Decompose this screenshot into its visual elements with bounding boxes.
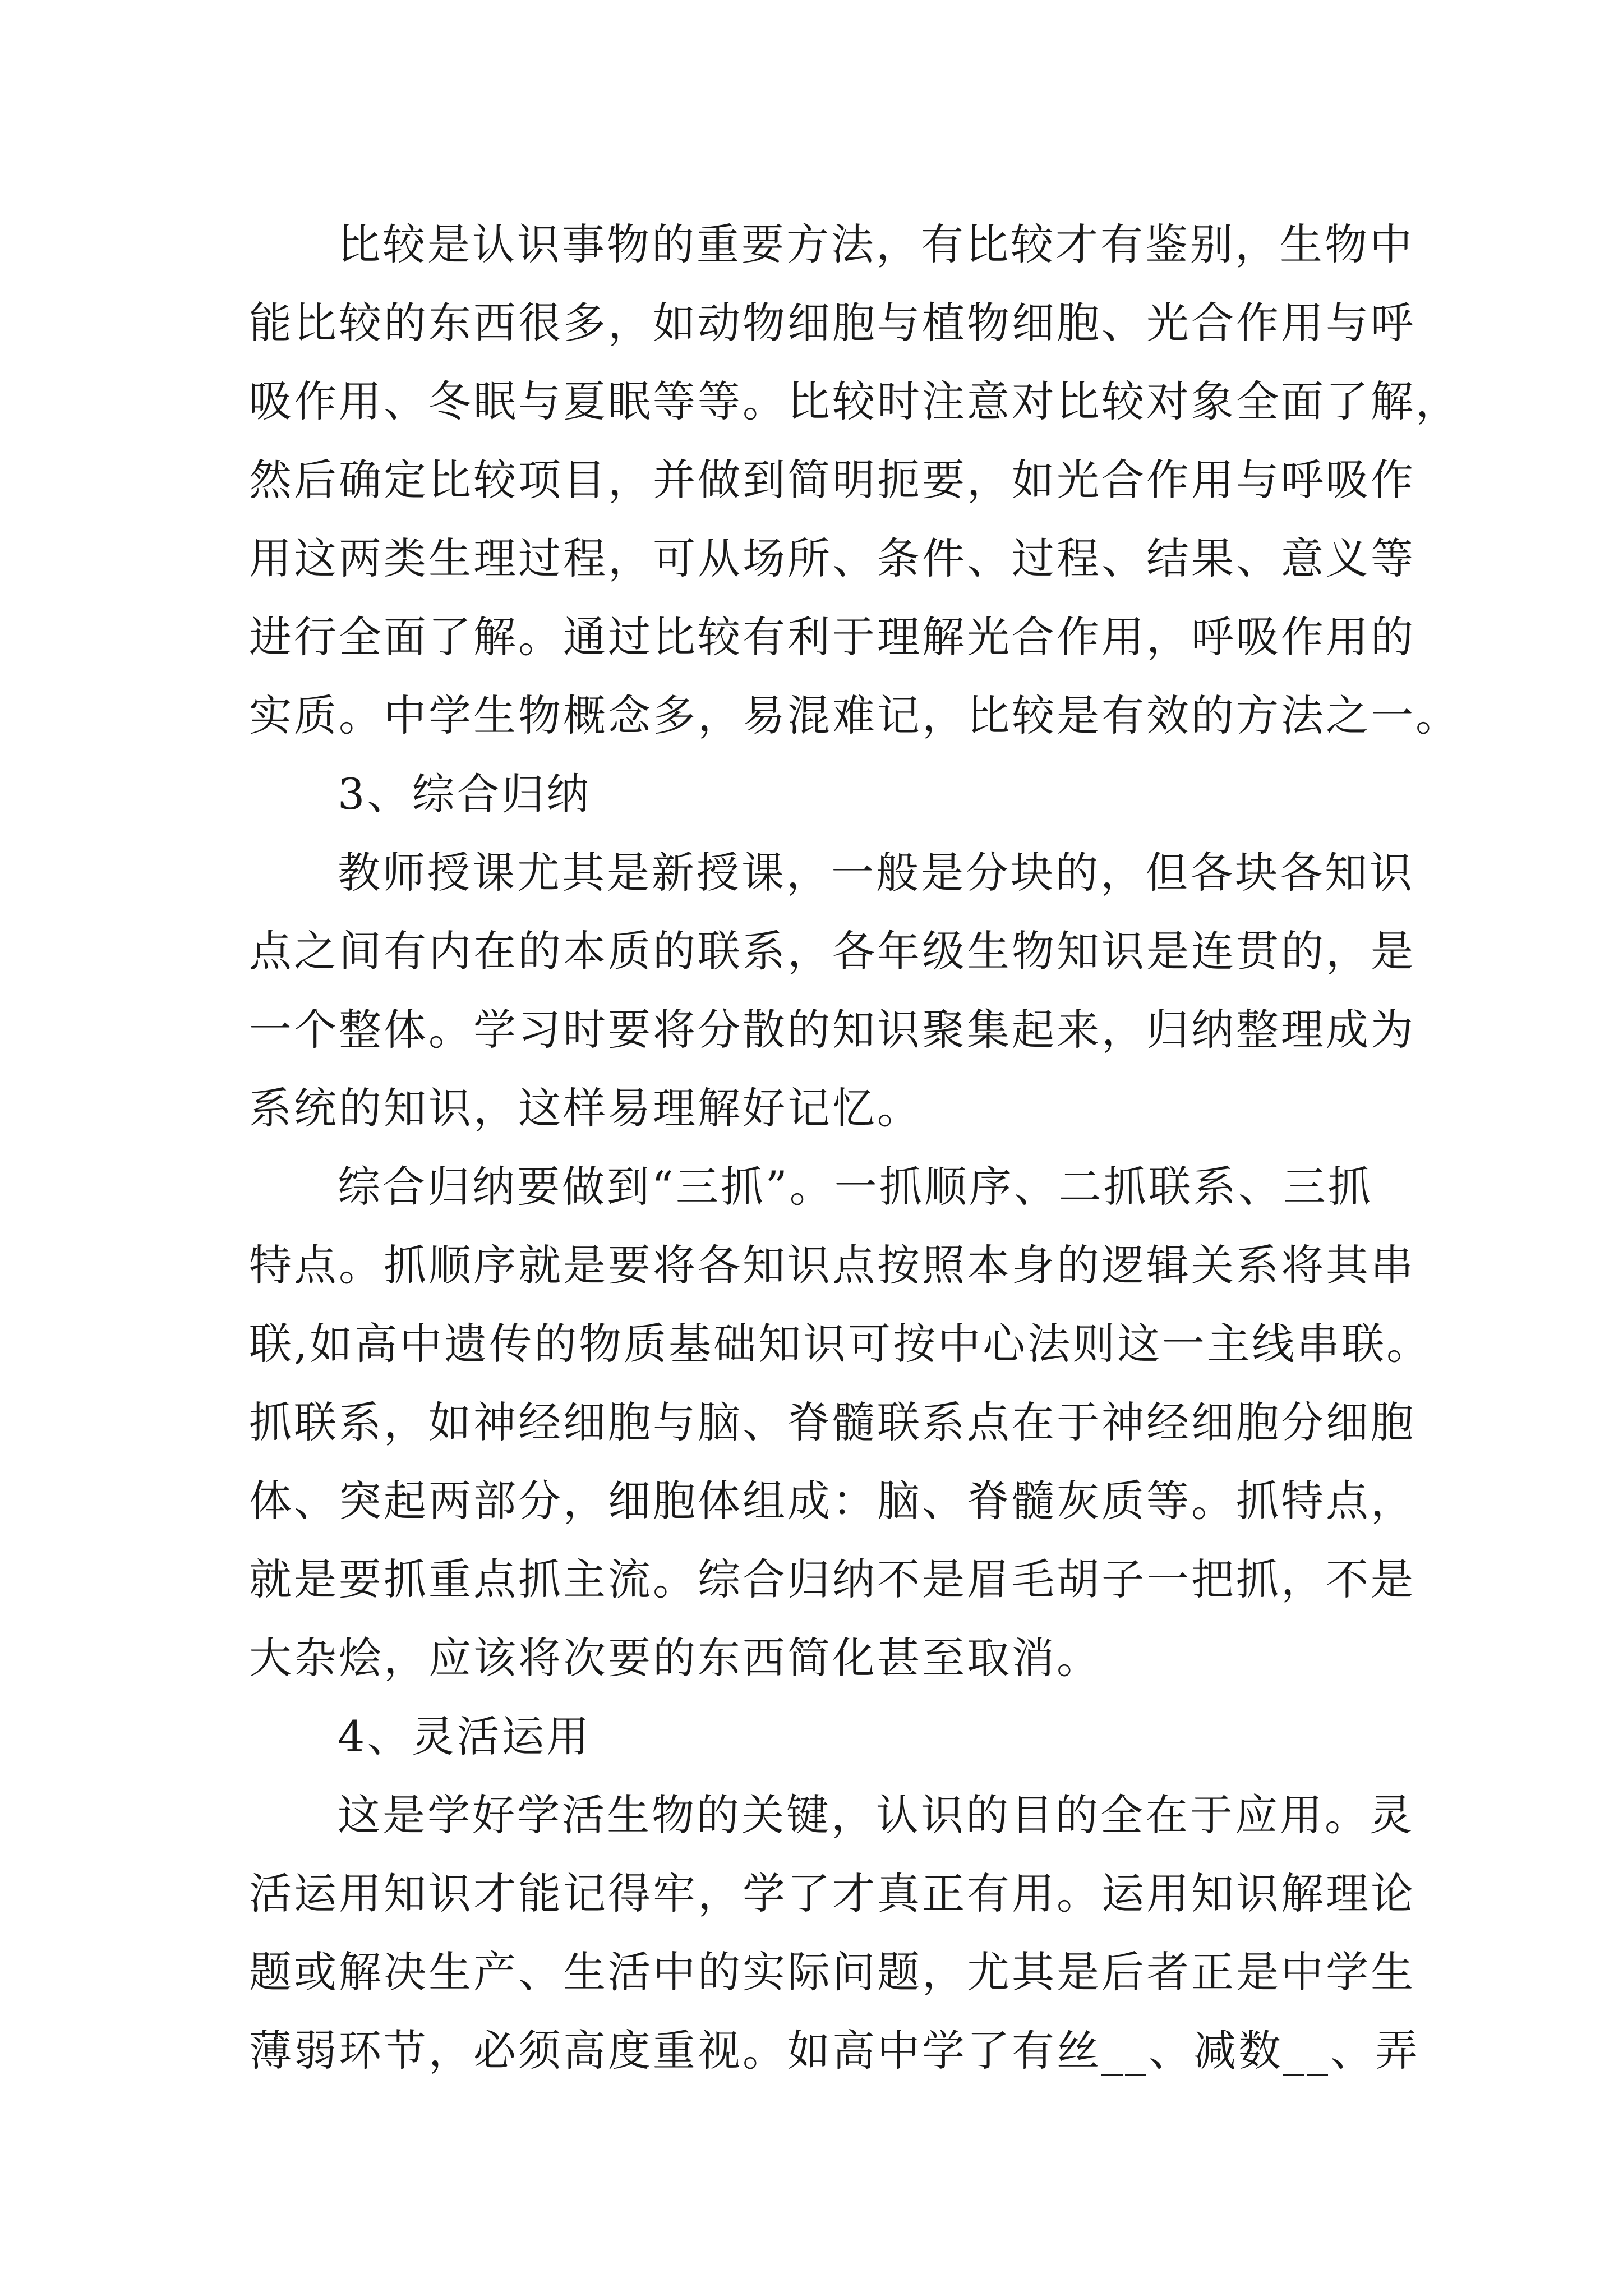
paragraph-line: 比较是认识事物的重要方法，有比较才有鉴别，生物中 [338,219,1414,269]
paragraph-line: 特点。抓顺序就是要将各知识点按照本身的逻辑关系将其串 [249,1240,1415,1290]
paragraph-line: 薄弱环节，必须高度重视。如高中学了有丝__、减数__、弄 [249,2026,1420,2076]
paragraph-line: 用这两类生理过程，可从场所、条件、过程、结果、意义等 [249,533,1415,583]
paragraph-line: 实质。中学生物概念多，易混难记，比较是有效的方法之一。 [249,691,1460,740]
section-heading: 4、灵活运用 [338,1711,592,1761]
paragraph-line: 然后确定比较项目，并做到简明扼要，如光合作用与呼吸作 [249,455,1415,505]
paragraph-line: 一个整体。学习时要将分散的知识聚集起来，归纳整理成为 [249,1005,1415,1055]
paragraph-line: 抓联系，如神经细胞与脑、脊髓联系点在于神经细胞分细胞 [249,1397,1415,1447]
paragraph-line: 活运用知识才能记得牢，学了才真正有用。运用知识解理论 [249,1869,1415,1918]
paragraph-line: 体、突起两部分，细胞体组成：脑、脊髓灰质等。抓特点， [249,1476,1415,1526]
paragraph-line: 题或解决生产、生活中的实际问题，尤其是后者正是中学生 [249,1947,1415,1997]
paragraph-line: 系统的知识，这样易理解好记忆。 [249,1083,922,1133]
paragraph-line: 就是要抓重点抓主流。综合归纳不是眉毛胡子一把抓，不是 [249,1554,1415,1604]
paragraph-line: 这是学好学活生物的关键，认识的目的全在于应用。灵 [338,1790,1414,1840]
paragraph-line: 大杂烩，应该将次要的东西简化甚至取消。 [249,1633,1101,1683]
paragraph-line: 能比较的东西很多，如动物细胞与植物细胞、光合作用与呼 [249,298,1415,348]
paragraph-line: 综合归纳要做到“三抓”。一抓顺序、二抓联系、三抓 [338,1162,1373,1212]
paragraph-line: 教师授课尤其是新授课，一般是分块的，但各块各知识 [338,848,1414,898]
paragraph-line: 联,如高中遗传的物质基础知识可按中心法则这一主线串联。 [249,1319,1432,1369]
paragraph-line: 进行全面了解。通过比较有利于理解光合作用，呼吸作用的 [249,612,1415,662]
section-heading: 3、综合归纳 [338,769,592,819]
paragraph-line: 吸作用、冬眠与夏眠等等。比较时注意对比较对象全面了解， [249,376,1460,426]
paragraph-line: 点之间有内在的本质的联系，各年级生物知识是连贯的，是 [249,926,1415,976]
